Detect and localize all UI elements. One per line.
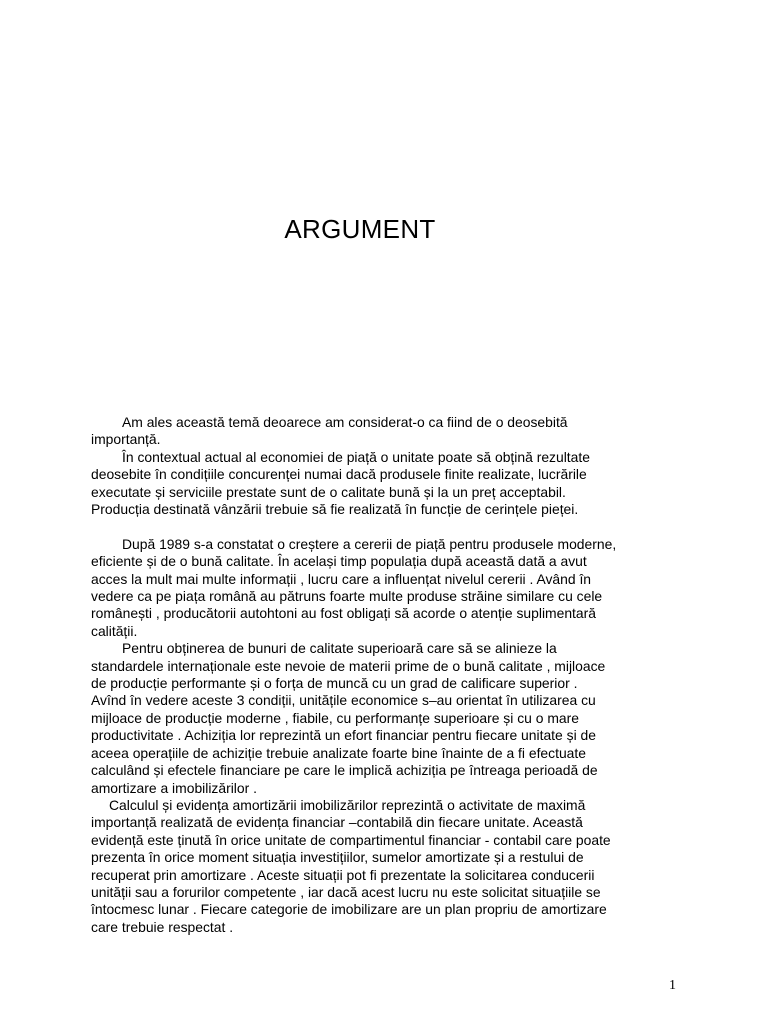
- page-number: 1: [669, 978, 676, 993]
- text-line: Avînd în vedere aceste 3 condiții, unitățile economice s–au orientat în utilizarea cu: [91, 692, 596, 709]
- paragraph-3: [91, 536, 681, 640]
- text-line: aceea operațiile de achiziție trebuie analizate foarte bine înainte de a fi efectuate: [91, 744, 586, 761]
- text-line: productivitate . Achiziția lor reprezintă un efort financiar pentru fiecare unitate și de: [91, 727, 596, 744]
- text-line: care trebuie respectat .: [91, 918, 234, 935]
- paragraph-1: [91, 414, 681, 449]
- text-line: Producția destinată vânzării trebuie să fie realizată în funcție de cerințele pieței.: [91, 501, 579, 518]
- text-line: deosebite în condițiile concurenței numai dacă produsele finite realizate, lucrările: [91, 466, 587, 483]
- text-line: vedere ca pe piața română au pătruns foarte multe produse străine similare cu cele: [91, 588, 603, 605]
- text-line: După 1989 s-a constatat o creștere a cererii de piață pentru produsele moderne,: [122, 535, 617, 552]
- text-line: unității sau a forurilor competente , iar dacă acest lucru nu este solicitat situațiile se: [91, 883, 601, 900]
- text-line: executate și serviciile prestate sunt de o calitate bună și la un preț acceptabil.: [91, 483, 566, 500]
- paragraph-5: [91, 797, 681, 936]
- document-title: ARGUMENT: [284, 214, 436, 244]
- paragraph-2: [91, 449, 681, 519]
- text-line: Pentru obținerea de bunuri de calitate superioară care să se alinieze la: [122, 640, 557, 657]
- text-line: În contextual actual al economiei de piață o unitate poate să obțină rezultate: [122, 448, 590, 465]
- text-line: evidență este ținută în orice unitate de compartimentul financiar - contabil care poate: [91, 831, 611, 848]
- paragraph-spacer: [91, 518, 681, 535]
- text-line: Am ales această temă deoarece am considerat-o ca fiind de o deosebită: [122, 414, 568, 430]
- text-line: românești , producătorii autohtoni au fost obligați să acorde o atenție suplimentară: [91, 605, 596, 622]
- text-line: întocmesc lunar . Fiecare categorie de imobilizare are un plan propriu de amortizare: [91, 901, 607, 918]
- text-line: importanță.: [91, 431, 161, 448]
- document-body: [91, 414, 681, 936]
- text-line: calculând și efectele financiare pe care le implică achiziția pe întreaga perioadă de: [91, 762, 598, 779]
- text-line: calității.: [91, 622, 138, 639]
- text-line: amortizare a imobilizărilor .: [91, 779, 257, 796]
- text-line: mijloace de producție moderne , fiabile, cu performanțe superioare și cu o mare: [91, 709, 579, 726]
- text-line: standardele internaționale este nevoie de materii prime de o bună calitate , mijloace: [91, 657, 606, 674]
- paragraph-4: [91, 640, 681, 797]
- text-line: importanță realizată de evidența financiar –contabilă din fiecare unitate. Această: [91, 814, 583, 831]
- text-line: eficiente și de o bună calitate. În același timp populația după această dată a avut: [91, 553, 587, 570]
- text-line: acces la mult mai multe informații , lucru care a influențat nivelul cererii . Având în: [91, 570, 592, 587]
- text-line: de producție performante și o forța de muncă cu un grad de calificare superior .: [91, 675, 578, 692]
- text-line: recuperat prin amortizare . Aceste situații pot fi prezentate la solicitarea conducerii: [91, 866, 595, 883]
- text-line: prezenta în orice moment situația investițiilor, sumelor amortizate și a restului de: [91, 849, 584, 866]
- text-line: Calculul și evidența amortizării imobilizărilor reprezintă o activitate de maximă: [109, 796, 586, 813]
